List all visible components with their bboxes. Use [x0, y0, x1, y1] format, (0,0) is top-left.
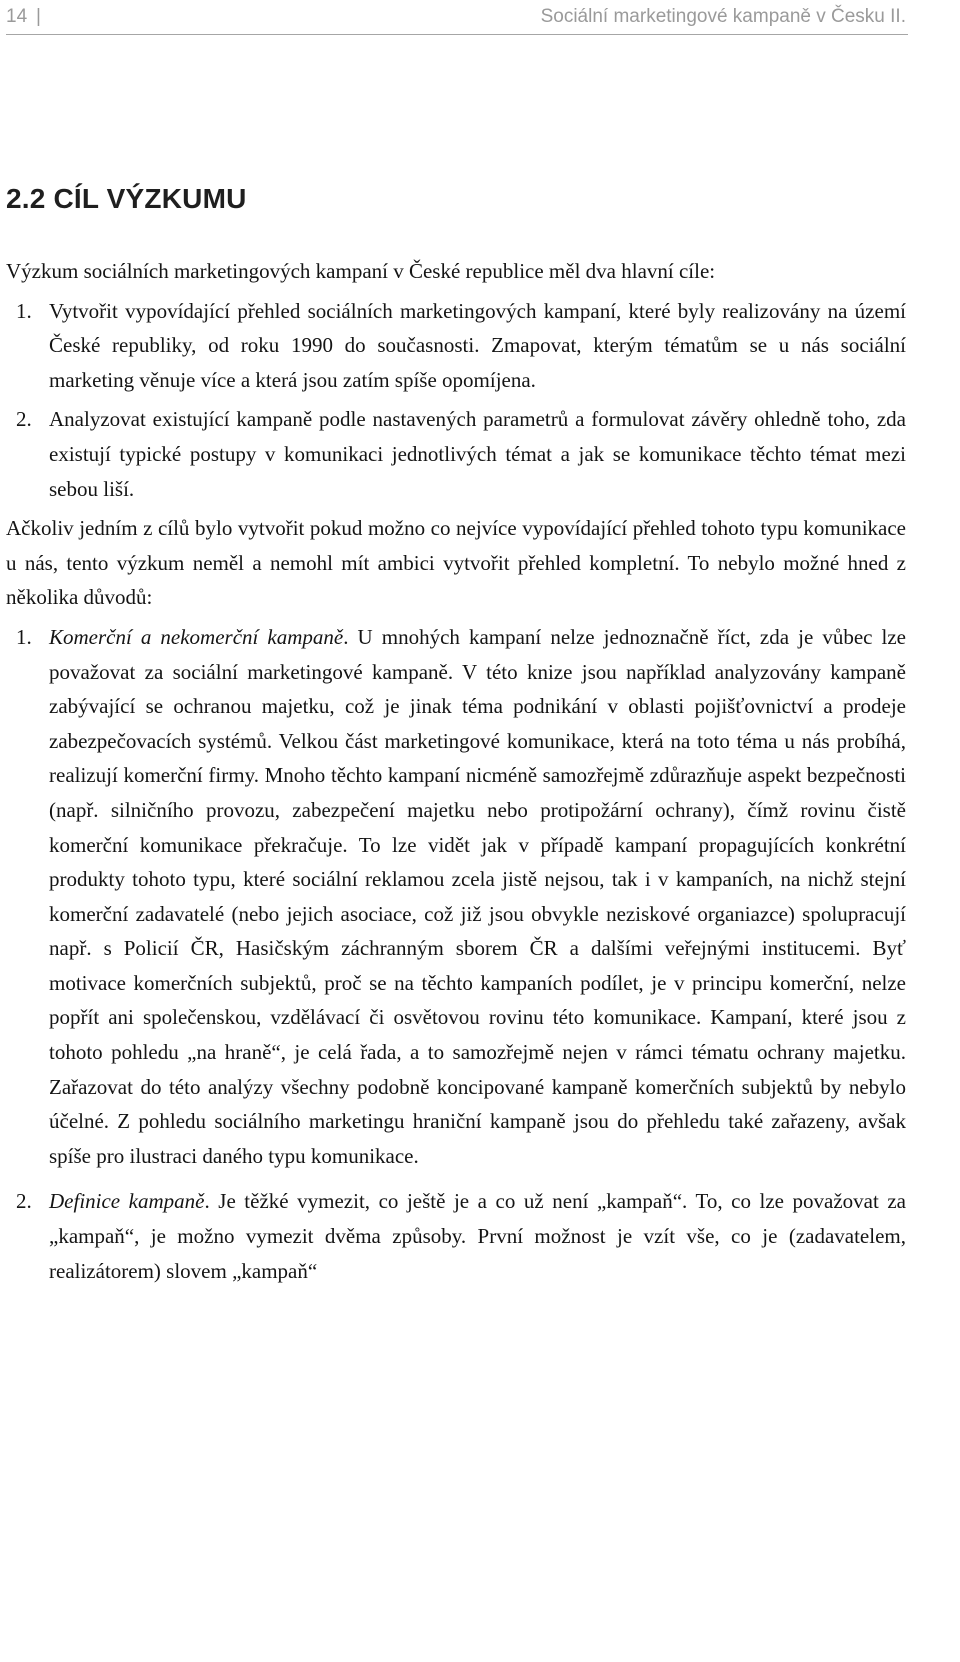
goal-text: Vytvořit vypovídající přehled sociálních marketingových kampaní, které byly realizovány na území České republiky, od roku 1990 do současnosti. Zmapovat, kterým tématům se u nás sociální marketing věnuje více a která jsou zatím spíše opomíjena. — [49, 298, 906, 392]
reason-number: 1. — [16, 624, 32, 649]
reasons-list — [6, 620, 906, 1288]
reason-text: . U mnohých kampaní nelze jednoznačně říct, zda je vůbec lze považovat za sociální marketingové kampaně. V této knize jsou například analyzovány kampaně zabývající se ochranou majetku, což je jinak téma podnikání v oblasti pojišťovnictví a prodeje zabezpečovacích systémů. Velkou část marketingové komunikace, která na toto téma u nás probíhá, realizují komerční firmy. Mnoho těchto kampaní nicméně samozřejmě zdůrazňuje aspekt bezpečnosti (např. silničního provozu, zabezpečení majetku nebo protipožární ochrany), čímž rovinu čistě komerční komunikace překračuje. To lze vidět jak v případě kampaní propagujících konkrétní produkty tohoto typu, které sociální reklamou zcela jistě nejsou, tak i v kampaních, na nichž stejní komerční zadavatelé (nebo jejich asociace, což již jsou obvykle neziskové organiazce) spolupracují např. s Policií ČR, Hasičským záchranným sborem ČR a dalšími veřejnými institucemi. Byť motivace komerčních subjektů, proč se na těchto kampaních podílet, je v principu komerční, nelze popřít ani společenskou, vzdělávací či osvětovou rovinu této komunikace. Kampaní, které jsou z tohoto pohledu „na hraně“, je celá řada, a to samozřejmě nejen v rámci tématu ochrany majetku. Zařazovat do této analýzy všechny podobně koncipované kampaně komerčních subjektů by nebylo účelné. Z pohledu sociálního marketingu hraniční kampaně jsou do přehledu také zařazeny, avšak spíše pro ilustraci daného typu komunikace. — [49, 624, 906, 1168]
reason-item — [6, 1184, 906, 1288]
reason-text: . Je těžké vymezit, co ještě je a co už není „kampaň“. To, co lze považovat za „kampaň“, je možno vymezit dvěma způsoby. První možnost je vzít vše, co je (zadavatelem, realizátorem) slovem „kampaň“ — [49, 1189, 906, 1283]
reason-title: Komerční a nekomerční kampaně — [49, 624, 344, 649]
page-number: 14 — [6, 6, 28, 27]
goals-list — [6, 294, 906, 507]
intro-paragraph: Výzkum sociálních marketingových kampaní v České republice měl dva hlavní cíle: — [6, 259, 716, 283]
goal-number: 2. — [16, 407, 32, 432]
section-title: 2.2 CÍL VÝZKUMU — [6, 183, 247, 214]
reason-number: 2. — [16, 1189, 32, 1214]
running-title: Sociální marketingové kampaně v Česku II. — [540, 6, 906, 27]
reason-item — [6, 620, 906, 1174]
page-header — [6, 0, 908, 35]
goal-item — [6, 294, 906, 398]
goal-number: 1. — [16, 298, 32, 323]
goal-text: Analyzovat existující kampaně podle nastavených parametrů a formulovat závěry ohledně toho, zda existují typické postupy v komunikaci jednotlivých témat a jak se komunikace těchto témat mezi sebou liší. — [49, 407, 906, 501]
body-text — [6, 254, 906, 1288]
header-separator: | — [36, 6, 41, 27]
goal-item — [6, 402, 906, 506]
reason-title: Definice kampaně — [49, 1189, 205, 1214]
caveat-paragraph: Ačkoliv jedním z cílů bylo vytvořit pokud možno co nejvíce vypovídající přehled tohoto typu komunikace u nás, tento výzkum neměl a nemohl mít ambici vytvořit přehled kompletní. To nebylo možné hned z několika důvodů: — [6, 516, 906, 610]
